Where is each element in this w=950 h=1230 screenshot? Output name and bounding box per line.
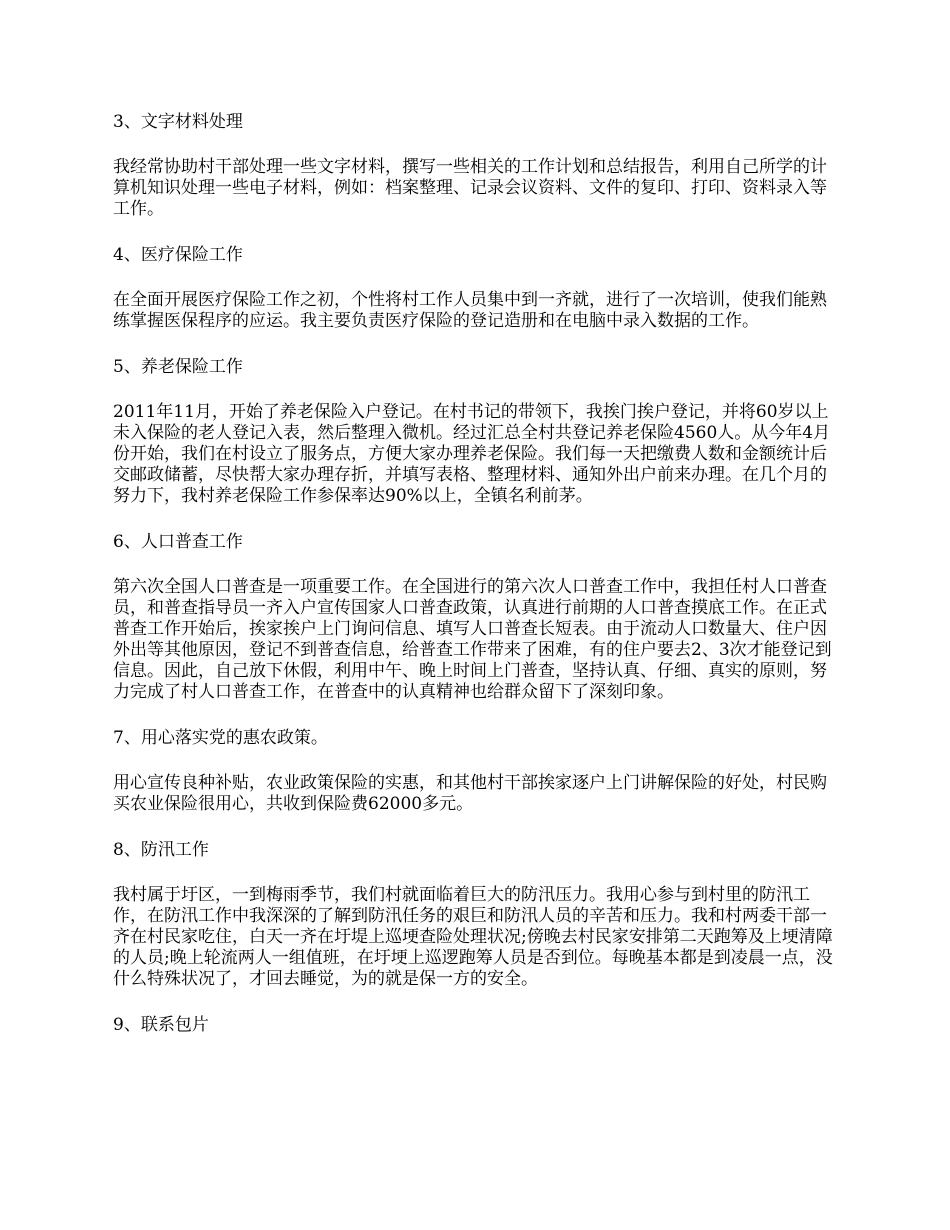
section-heading-7: 7、用心落实党的惠农政策。 (113, 728, 328, 748)
section-paragraph-7: 用心宣传良种补贴，农业政策保险的实惠，和其他村干部挨家逐户上门讲解保险的好处，村民购买农业保险很用心，共收到保险费62000多元。 (113, 773, 827, 814)
document-page (113, 110, 841, 1060)
section-heading-8: 8、防汛工作 (113, 840, 209, 860)
section-heading-5: 5、养老保险工作 (113, 357, 243, 377)
section-paragraph-5: 2011年11月，开始了养老保险入户登记。在村书记的带领下，我挨门挨户登记，并将60岁以上未入保险的老人登记入表，然后整理入微机。经过汇总全村共登记养老保险4560人。从今年4月份开始，我们在村设立了服务点，方便大家办理养老保险。我们每一天把缴费人数和金额统计后交邮政储蓄，尽快帮大家办理存折，并填写表格、整理材料、通知外出户前来办理。在几个月的努力下，我村养老保险工作参保率达90%以上，全镇名利前茅。 (113, 402, 831, 506)
section-paragraph-3: 我经常协助村干部处理一些文字材料，撰写一些相关的工作计划和总结报告，利用自己所学的计算机知识处理一些电子材料，例如：档案整理、记录会议资料、文件的复印、打印、资料录入等工作。 (113, 157, 827, 219)
section-paragraph-6: 第六次全国人口普查是一项重要工作。在全国进行的第六次人口普查工作中，我担任村人口普查员，和普查指导员一齐入户宣传国家人口普查政策，认真进行前期的人口普查摸底工作。在正式普查工作开始后，挨家挨户上门询问信息、填写人口普查长短表。由于流动人口数量大、住户因外出等其他原因，登记不到普查信息，给普查工作带来了困难，有的住户要去2、3次才能登记到信息。因此，自己放下休假，利用中午、晚上时间上门普查，坚持认真、仔细、真实的原则，努力完成了村人口普查工作，在普查中的认真精神也给群众留下了深刻印象。 (113, 577, 832, 702)
section-paragraph-8: 我村属于圩区，一到梅雨季节，我们村就面临着巨大的防汛压力。我用心参与到村里的防汛工作，在防汛工作中我深深的了解到防汛任务的艰巨和防汛人员的辛苦和压力。我和村两委干部一齐在村民家吃住，白天一齐在圩堤上巡埂查险处理状况;傍晚去村民家安排第二天跑筹及上埂清障的人员;晚上轮流两人一组值班，在圩埂上巡逻跑筹人员是否到位。每晚基本都是到凌晨一点，没什么特殊状况了，才回去睡觉，为的就是保一方的安全。 (113, 885, 833, 989)
section-heading-6: 6、人口普查工作 (113, 532, 243, 552)
section-paragraph-4: 在全面开展医疗保险工作之初，个性将村工作人员集中到一齐就，进行了一次培训，使我们能熟练掌握医保程序的应运。我主要负责医疗保险的登记造册和在电脑中录入数据的工作。 (113, 290, 827, 331)
section-heading-4: 4、医疗保险工作 (113, 245, 243, 265)
section-heading-9: 9、联系包片 (113, 1015, 209, 1035)
section-heading-3: 3、文字材料处理 (113, 112, 243, 132)
